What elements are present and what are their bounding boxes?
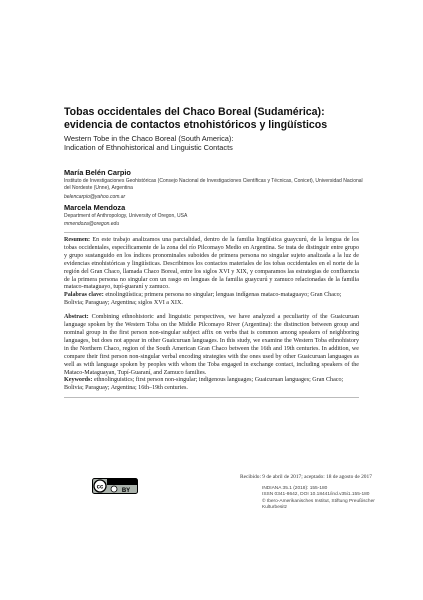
subtitle-line: Western Tobe in the Chaco Boreal (South America): [64,134,234,143]
cc-by-license-logo[interactable] [92,478,138,494]
author-name: María Belén Carpio [64,168,131,177]
license-badge-band [107,479,137,485]
palabras-clave-text: etnolingüística; primera persona no singular; lenguas indígenas mataco-mataguayo; Gran Chaco; Bolivia; Paraguay; Argentina; siglos XVI a XIX. [64,292,342,307]
palabras-clave-label: Palabras clave: [64,292,104,299]
keywords [64,377,359,393]
abstract-section [64,232,359,398]
author-email[interactable]: belencarpio@yahoo.com.ar [64,194,126,200]
attribution-person-icon [111,486,117,492]
author-affiliation: Instituto de Investigaciones Geohistóricas (Consejo Nacional de Investigaciones Científicas y Técnicas, Conicet), Universidad Nacional del Nordeste (Unne), Argentina [64,178,363,192]
palabras-clave [64,292,359,308]
by-text: BY [121,488,131,494]
abstract-label: Abstract: [64,314,89,321]
pub-info-line: INDIANA 35.1 (2018): 155-180 [262,486,328,491]
cc-text: cc [96,484,104,491]
author-email[interactable]: mmendoza@oregon.edu [64,221,120,227]
resumen-label: Resumen: [64,237,91,243]
abstract-paragraph [64,314,359,377]
author-affiliation: Department of Anthropology, University of Oregon, USA [64,213,188,219]
resumen-text: En este trabajo analizamos una parcialidad, dentro de la familia lingüística guaycurú, de la lengua de los tobas occidentales, específicamente de la zona del río Pilcomayo Medio en Argentina. Se trata de distinguir entre grupo y grupo sustanguido en los índices pronominales suboides de primera persona no singular sujeto analizada a la luz de evidencias etnohistóricas y lingüísticas. Describimos los contactos materiales de los tobas occidentales en el norte de la región del Gran Chaco, llamada Chaco Boreal, entre los siglos XVI y XIX, y comparamos las estrategias de confluencia de la primera persona no singular con un rasgo en lenguas de la familia guaycurú y zamuco relacionadas de la familia mataco-mataguayo, tupí-guaraní y zamuco. [64,237,359,291]
keywords-label: Keywords: [64,377,93,384]
abstract-text: Combining ethnohistoric and linguistic perspectives, we have analyzed a peculiarity of the Guaicuruan language spoken by the Western Toba on the Middle Pilcomayo River (Argentina): the distinction between group and nominal group in the first person non-singular subject affix on verbs that is common among speakers of neighboring languages, but does not appear in other Guaicuruan languages. In this study, we examine the Western Toba ethnohistory in the Northern Chaco, region of the South American Gran Chaco between the 16th and 19th centuries. In addition, we compare their first person non-singular verbal encoding strategies with the ones used by other Guaicuruan languages as well as with language spoken by peoples with whom the Toba engaged in exchange contact, including speakers of the Mataco-Mataguayan, Tupí-Guaraní, and Zamuco families. [64,314,359,376]
received-accepted-dates: Recibido: 9 de abril de 2017; aceptado: 18 de agosto de 2017 [240,474,372,480]
resumen-paragraph [64,237,359,292]
publication-info [262,486,392,512]
subtitle-line: Indication of Ethnohistorical and Linguistic Contacts [64,143,233,153]
keywords-text: ethnolinguistics; first person non-singular; indigenous languages; Guaicuruan languages; Gran Chaco; Bolivia; Paraguay; Argentina; 16th–19th centuries. [64,377,344,392]
author-name: Marcela Mendoza [64,203,126,212]
pub-info-line: ISSN 0341-8642, DOI 10.18441/ind.v35i1.155-180 [262,492,370,498]
english-subtitle [64,134,364,153]
pub-info-line: © Ibero-Amerikanisches Institut, Stiftung Preußischer Kulturbesitz [262,498,375,511]
article-title: Tobas occidentales del Chaco Boreal (Sudamérica): evidencia de contactos etnohistóricos y lingüísticos [64,106,328,131]
